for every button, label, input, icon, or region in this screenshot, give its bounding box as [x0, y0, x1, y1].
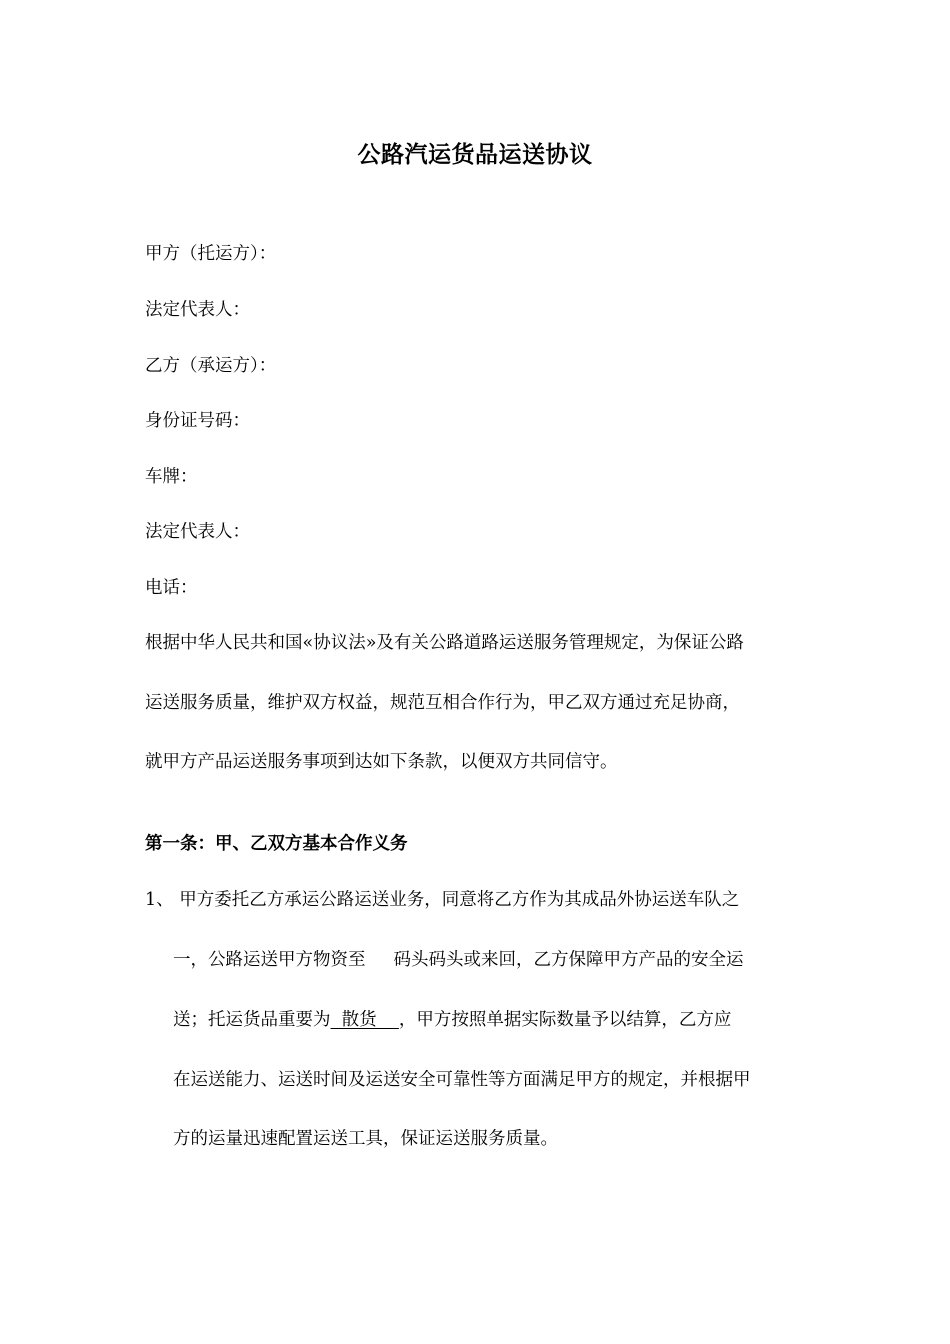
- article-1-item-1-line-5: 方的运量迅速配置运送工具，保证运送服务质量。: [173, 1129, 558, 1149]
- party-b-label: 乙方（承运方）：: [145, 356, 277, 376]
- article-1-item-1-line-4: 在运送能力、运送时间及运送安全可靠性等方面满足甲方的规定，并根据甲: [173, 1070, 751, 1090]
- party-a-label: 甲方（托运方）：: [145, 244, 277, 264]
- document-title: 公路汽运货品运送协议: [357, 141, 593, 168]
- article-1-item-1-line-2: [173, 948, 744, 972]
- party-b-representative-label: 法定代表人：: [145, 522, 250, 542]
- id-number-label: 身份证号码：: [145, 411, 250, 431]
- destination-text-cont: 码头码头或来回，乙方保障甲方产品的安全运: [393, 950, 744, 970]
- preamble-line-3: 就甲方产品运送服务事项到达如下条款，以便双方共同信守。: [145, 752, 618, 772]
- plate-label: 车牌：: [145, 467, 198, 487]
- goods-label: 送；托运货品重要为: [173, 1010, 331, 1030]
- preamble-line-1: 根据中华人民共和国«协议法»及有关公路道路运送服务管理规定，为保证公路: [145, 633, 744, 653]
- phone-label: 电话：: [145, 578, 198, 598]
- goods-text-cont: ，甲方按照单据实际数量予以结算，乙方应: [398, 1010, 732, 1030]
- article-1-item-1-line-3: [173, 1008, 731, 1032]
- preamble-line-2: 运送服务质量，维护双方权益，规范互相合作行为，甲乙双方通过充足协商，: [145, 693, 740, 713]
- goods-type-field: 散货: [330, 1010, 399, 1030]
- party-a-representative-label: 法定代表人：: [145, 300, 250, 320]
- article-1-heading: 第一条：甲、乙双方基本合作义务: [145, 834, 408, 854]
- article-1-item-1-line-1: 1、 甲方委托乙方承运公路运送业务，同意将乙方作为其成品外协运送车队之: [145, 890, 740, 910]
- destination-text: 一，公路运送甲方物资至: [173, 950, 366, 970]
